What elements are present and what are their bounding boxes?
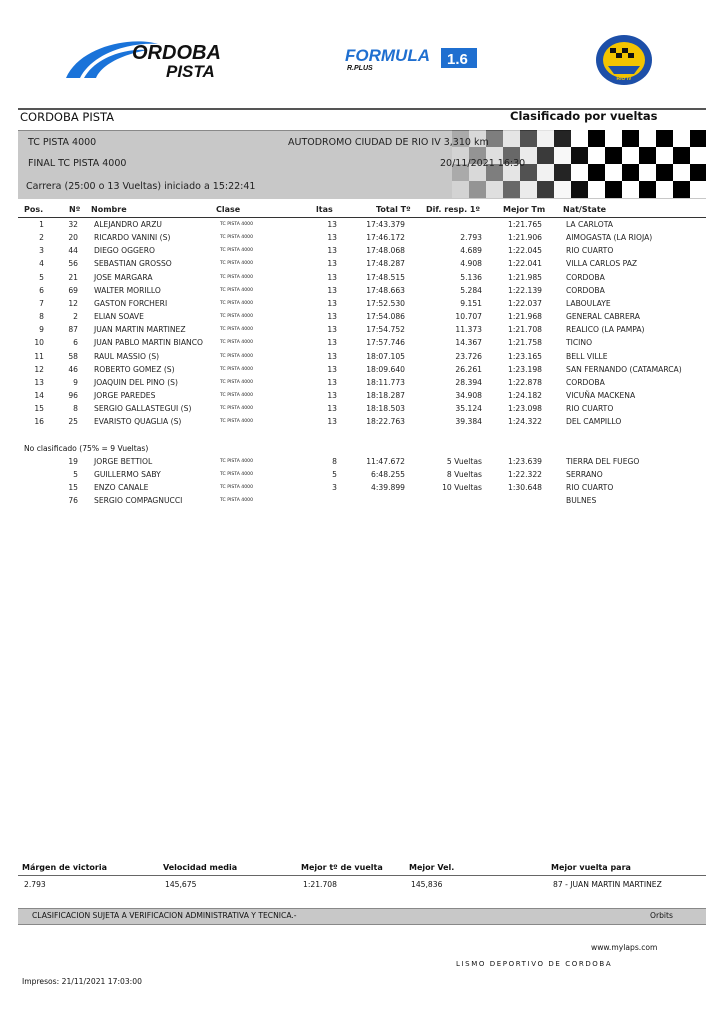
cell-class: TC PISTA 4000 xyxy=(220,419,253,425)
cell-total: 17:54.752 xyxy=(366,325,405,335)
cell-num: 44 xyxy=(68,246,78,256)
cell-nat: CORDOBA xyxy=(566,272,605,282)
cell-name: JOSE MARGARA xyxy=(94,272,153,282)
cell-total: 18:22.763 xyxy=(366,417,405,427)
cell-pos: 14 xyxy=(34,390,44,400)
cell-nat: RIO CUARTO xyxy=(566,246,614,256)
cell-best: 1:21.968 xyxy=(508,312,542,322)
cell-num: 56 xyxy=(68,259,78,269)
cell-class: TC PISTA 4000 xyxy=(220,485,253,491)
cell-best: 1:21.708 xyxy=(508,325,542,335)
cell-num: 9 xyxy=(73,377,78,387)
cell-pos: 13 xyxy=(34,377,44,387)
cell-diff: 10 Vueltas xyxy=(442,483,482,493)
col-name-header: Nombre xyxy=(91,205,127,214)
cell-best: 1:21.985 xyxy=(508,272,542,282)
cell-class: TC PISTA 4000 xyxy=(220,353,253,359)
cell-diff: 28.394 xyxy=(455,377,482,387)
cell-laps: 13 xyxy=(327,338,337,348)
table-row xyxy=(0,483,724,496)
cell-total: 11:47.672 xyxy=(366,457,405,466)
cell-best: 1:22.139 xyxy=(508,285,542,295)
table-row xyxy=(0,457,724,470)
cell-nat: SAN FERNANDO (CATAMARCA) xyxy=(566,364,682,374)
cell-total: 17:48.663 xyxy=(366,285,405,295)
not-classified-label: No clasificado (75% = 9 Vueltas) xyxy=(24,444,149,453)
cell-num: 21 xyxy=(68,272,78,282)
cell-name: RICARDO VANINI (S) xyxy=(94,233,171,243)
cell-class: TC PISTA 4000 xyxy=(220,472,253,478)
cell-nat: CORDOBA xyxy=(566,377,605,387)
cell-total: 17:52.530 xyxy=(366,298,405,308)
cell-laps: 13 xyxy=(327,259,337,269)
cell-pos: 5 xyxy=(39,272,44,282)
cell-best: 1:21.906 xyxy=(508,233,542,243)
cell-name: ENZO CANALE xyxy=(94,483,149,493)
cell-laps: 3 xyxy=(332,483,337,493)
cell-laps: 13 xyxy=(327,351,337,361)
cell-nat: REALICO (LA PAMPA) xyxy=(566,325,645,335)
cell-class: TC PISTA 4000 xyxy=(220,248,253,254)
column-header-rule xyxy=(18,217,706,218)
cell-total: 17:57.746 xyxy=(366,338,405,348)
cell-class: TC PISTA 4000 xyxy=(220,300,253,306)
cell-pos: 10 xyxy=(34,338,44,348)
cell-name: JOAQUIN DEL PINO (S) xyxy=(94,377,178,387)
cell-best: 1:24.182 xyxy=(508,390,542,400)
cell-class: TC PISTA 4000 xyxy=(220,314,253,320)
cell-diff: 4.908 xyxy=(460,259,482,269)
col-best-header: Mejor Tm xyxy=(503,205,546,214)
cell-nat: SERRANO xyxy=(566,470,603,480)
summary-avg-header: Velocidad media xyxy=(163,863,238,872)
cell-total: 18:18.503 xyxy=(366,404,405,414)
cell-laps: 13 xyxy=(327,272,337,282)
cell-best: 1:22.041 xyxy=(508,259,542,269)
cell-num: 12 xyxy=(68,298,78,308)
event-category: TC PISTA 4000 xyxy=(28,137,97,148)
cell-name: ALEJANDRO ARZU xyxy=(94,220,162,229)
cell-nat: TIERRA DEL FUEGO xyxy=(566,457,640,466)
col-laps-header: ltas xyxy=(316,205,333,214)
cordoba-logo-line2: PISTA xyxy=(166,62,215,80)
cell-num: 6 xyxy=(73,338,78,348)
cell-diff: 11.373 xyxy=(455,325,482,335)
cell-nat: LA CARLOTA xyxy=(566,220,613,229)
organizer-name: CORDOBA PISTA xyxy=(20,110,115,124)
cordoba-pista-logo xyxy=(62,38,232,80)
col-nat-header: Nat/State xyxy=(563,205,607,214)
cell-best: 1:22.037 xyxy=(508,298,542,308)
session-name: FINAL TC PISTA 4000 xyxy=(28,158,127,169)
table-row xyxy=(0,391,724,404)
cell-nat: CORDOBA xyxy=(566,285,605,295)
summary-avg-value: 145,675 xyxy=(165,880,197,889)
cordoba-logo-line1: ORDOBA xyxy=(132,42,221,64)
formula-logo-word: FORMULA xyxy=(345,46,430,65)
cell-num: 2 xyxy=(73,312,78,322)
table-row xyxy=(0,220,724,233)
cell-class: TC PISTA 4000 xyxy=(220,406,253,412)
session-datetime: 20/11/2021 16:30 xyxy=(440,158,526,169)
cell-laps: 13 xyxy=(327,285,337,295)
cell-laps: 13 xyxy=(327,220,337,229)
cell-total: 18:18.287 xyxy=(366,390,405,400)
cell-total: 17:48.287 xyxy=(366,259,405,269)
cell-num: 8 xyxy=(73,404,78,414)
cell-best: 1:23.198 xyxy=(508,364,542,374)
table-row xyxy=(0,299,724,312)
col-class-header: Clase xyxy=(216,205,241,214)
cell-class: TC PISTA 4000 xyxy=(220,459,253,464)
table-row xyxy=(0,338,724,351)
cell-name: WALTER MORILLO xyxy=(94,285,161,295)
cell-pos: 1 xyxy=(39,220,44,229)
cell-diff: 8 Vueltas xyxy=(446,470,482,480)
cell-num: 15 xyxy=(68,483,78,493)
cell-pos: 11 xyxy=(34,351,44,361)
cell-class: TC PISTA 4000 xyxy=(220,366,253,372)
cell-diff: 26.261 xyxy=(455,364,482,374)
summary-bestspeed-header: Mejor Vel. xyxy=(409,863,455,872)
orbits-label: Orbits xyxy=(650,911,673,920)
cell-pos: 6 xyxy=(39,285,44,295)
cell-nat: BULNES xyxy=(566,496,597,506)
cell-class: TC PISTA 4000 xyxy=(220,287,253,293)
summary-margin-header: Márgen de victoria xyxy=(22,863,107,872)
table-row xyxy=(0,365,724,378)
summary-rule xyxy=(18,875,706,876)
cell-name: RAUL MASSIO (S) xyxy=(94,351,160,361)
mylaps-url: www.mylaps.com xyxy=(591,943,658,952)
cell-name: SERGIO COMPAGNUCCI xyxy=(94,496,183,506)
cell-name: SERGIO GALLASTEGUI (S) xyxy=(94,404,192,414)
formula-16-logo xyxy=(343,44,481,72)
cell-nat: GENERAL CABRERA xyxy=(566,312,640,322)
cell-diff: 4.689 xyxy=(460,246,482,256)
cell-num: 5 xyxy=(73,470,78,480)
cell-best: 1:23.639 xyxy=(508,457,542,466)
cell-name: ROBERTO GOMEZ (S) xyxy=(94,364,175,374)
cell-nat: VILLA CARLOS PAZ xyxy=(566,259,638,269)
cell-name: EVARISTO QUAGLIA (S) xyxy=(94,417,182,427)
cell-total: 6:48.255 xyxy=(371,470,405,480)
cell-name: JUAN PABLO MARTIN BIANCO xyxy=(94,338,203,348)
cell-best: 1:22.878 xyxy=(508,377,542,387)
table-row xyxy=(0,404,724,417)
cell-pos: 9 xyxy=(39,325,44,335)
cell-diff: 35.124 xyxy=(455,404,482,414)
table-row xyxy=(0,273,724,286)
table-row xyxy=(0,352,724,365)
cell-best: 1:22.045 xyxy=(508,246,542,256)
table-row xyxy=(0,325,724,338)
table-row xyxy=(0,286,724,299)
verification-note: CLASIFICACION SUJETA A VERIFICACION ADMINISTRATIVA Y TECNICA.- xyxy=(32,911,297,920)
cell-total: 17:48.068 xyxy=(366,246,405,256)
cell-num: 58 xyxy=(68,351,78,361)
cell-laps: 13 xyxy=(327,298,337,308)
cell-pos: 4 xyxy=(39,259,44,269)
cell-laps: 13 xyxy=(327,377,337,387)
cell-best: 1:23.165 xyxy=(508,351,542,361)
cell-num: 20 xyxy=(68,233,78,243)
col-pos-header: Pos. xyxy=(24,205,44,214)
cell-laps: 13 xyxy=(327,325,337,335)
cell-pos: 3 xyxy=(39,246,44,256)
cell-total: 17:48.515 xyxy=(366,272,405,282)
cell-diff: 5 Vueltas xyxy=(446,457,482,466)
cell-num: 76 xyxy=(68,496,78,506)
cell-laps: 13 xyxy=(327,233,337,243)
cell-total: 17:46.172 xyxy=(366,233,405,243)
cell-name: ELIAN SOAVE xyxy=(94,312,144,322)
col-total-header: Total Tº xyxy=(376,205,411,214)
cell-num: 96 xyxy=(68,390,78,400)
cell-nat: LABOULAYE xyxy=(566,298,611,308)
cell-name: JUAN MARTIN MARTINEZ xyxy=(94,325,186,335)
cell-diff: 10.707 xyxy=(455,312,482,322)
cell-laps: 13 xyxy=(327,417,337,427)
cell-name: SEBASTIAN GROSSO xyxy=(94,259,172,269)
association-name: LISMO DEPORTIVO DE CORDOBA xyxy=(456,960,613,968)
cell-nat: DEL CAMPILLO xyxy=(566,417,622,427)
cell-diff: 14.367 xyxy=(455,338,482,348)
table-row xyxy=(0,417,724,430)
table-row xyxy=(0,496,724,509)
cell-laps: 13 xyxy=(327,312,337,322)
cell-laps: 13 xyxy=(327,364,337,374)
table-row xyxy=(0,246,724,259)
cell-class: TC PISTA 4000 xyxy=(220,274,253,280)
cell-laps: 13 xyxy=(327,390,337,400)
cell-nat: AIMOGASTA (LA RIOJA) xyxy=(566,233,653,243)
summary-margin-value: 2.793 xyxy=(24,880,46,889)
cell-name: DIEGO OGGERO xyxy=(94,246,155,256)
cell-nat: TICINO xyxy=(566,338,593,348)
cell-diff: 39.384 xyxy=(455,417,482,427)
cell-nat: RIO CUARTO xyxy=(566,483,614,493)
cell-name: JORGE BETTIOL xyxy=(94,457,153,466)
cell-num: 69 xyxy=(68,285,78,295)
table-row xyxy=(0,312,724,325)
cell-laps: 5 xyxy=(332,470,337,480)
cell-laps: 13 xyxy=(327,246,337,256)
summary-bestlapfor-value: 87 - JUAN MARTIN MARTINEZ xyxy=(553,880,662,889)
summary-bestlap-value: 1:21.708 xyxy=(303,880,337,889)
cell-pos: 12 xyxy=(34,364,44,374)
cell-pos: 7 xyxy=(39,298,44,308)
club-crest-band: RIO IV xyxy=(616,76,632,82)
cell-laps: 8 xyxy=(332,457,337,466)
table-row xyxy=(0,378,724,391)
cell-class: TC PISTA 4000 xyxy=(220,327,253,333)
cell-total: 18:09.640 xyxy=(366,364,405,374)
cell-class: TC PISTA 4000 xyxy=(220,222,253,227)
cell-diff: 5.136 xyxy=(460,272,482,282)
cell-best: 1:30.648 xyxy=(508,483,542,493)
cell-total: 17:54.086 xyxy=(366,312,405,322)
cell-best: 1:21.765 xyxy=(508,220,542,229)
cell-nat: VICUÑA MACKENA xyxy=(566,390,636,400)
cell-num: 32 xyxy=(68,220,78,229)
cell-name: GASTON FORCHERI xyxy=(94,298,168,308)
cell-class: TC PISTA 4000 xyxy=(220,392,253,398)
club-crest-logo xyxy=(594,34,654,86)
cell-num: 46 xyxy=(68,364,78,374)
table-row xyxy=(0,233,724,246)
cell-class: TC PISTA 4000 xyxy=(220,379,253,385)
cell-name: JORGE PAREDES xyxy=(94,390,156,400)
summary-bestlap-header: Mejor tº de vuelta xyxy=(301,863,383,872)
cell-best: 1:24.322 xyxy=(508,417,542,427)
cell-total: 4:39.899 xyxy=(371,483,405,493)
cell-pos: 2 xyxy=(39,233,44,243)
cell-total: 18:11.773 xyxy=(366,377,405,387)
cell-pos: 8 xyxy=(39,312,44,322)
printed-timestamp: Impresos: 21/11/2021 17:03:00 xyxy=(22,977,142,986)
cell-class: TC PISTA 4000 xyxy=(220,261,253,267)
col-diff-header: Dif. resp. 1º xyxy=(426,205,481,214)
cell-best: 1:21.758 xyxy=(508,338,542,348)
cell-class: TC PISTA 4000 xyxy=(220,498,253,504)
track-name: AUTODROMO CIUDAD DE RIO IV 3,310 km xyxy=(288,137,489,148)
cell-diff: 34.908 xyxy=(455,390,482,400)
cell-total: 18:07.105 xyxy=(366,351,405,361)
cell-name: GUILLERMO SABY xyxy=(94,470,161,480)
formula-logo-num: 1.6 xyxy=(447,51,468,68)
document-title: Clasificado por vueltas xyxy=(510,109,658,123)
cell-diff: 5.284 xyxy=(460,285,482,295)
cell-diff: 9.151 xyxy=(460,298,482,308)
col-num-header: Nº xyxy=(69,205,81,214)
cell-num: 87 xyxy=(68,325,78,335)
cell-num: 25 xyxy=(68,417,78,427)
cell-nat: BELL VILLE xyxy=(566,351,608,361)
race-info: Carrera (25:00 o 13 Vueltas) iniciado a 15:22:41 xyxy=(26,181,256,192)
summary-bestlapfor-header: Mejor vuelta para xyxy=(551,863,631,872)
table-row xyxy=(0,470,724,483)
cell-nat: RIO CUARTO xyxy=(566,404,614,414)
cell-diff: 2.793 xyxy=(460,233,482,243)
cell-total: 17:43.379 xyxy=(366,220,405,229)
cell-pos: 16 xyxy=(34,417,44,427)
formula-logo-sub: R.PLUS xyxy=(347,65,373,72)
cell-num: 19 xyxy=(68,457,78,466)
cell-class: TC PISTA 4000 xyxy=(220,340,253,346)
cell-class: TC PISTA 4000 xyxy=(220,235,253,241)
cell-pos: 15 xyxy=(34,404,44,414)
cell-diff: 23.726 xyxy=(455,351,482,361)
cell-best: 1:22.322 xyxy=(508,470,542,480)
cell-laps: 13 xyxy=(327,404,337,414)
table-row xyxy=(0,259,724,272)
cell-best: 1:23.098 xyxy=(508,404,542,414)
summary-bestspeed-value: 145,836 xyxy=(411,880,443,889)
